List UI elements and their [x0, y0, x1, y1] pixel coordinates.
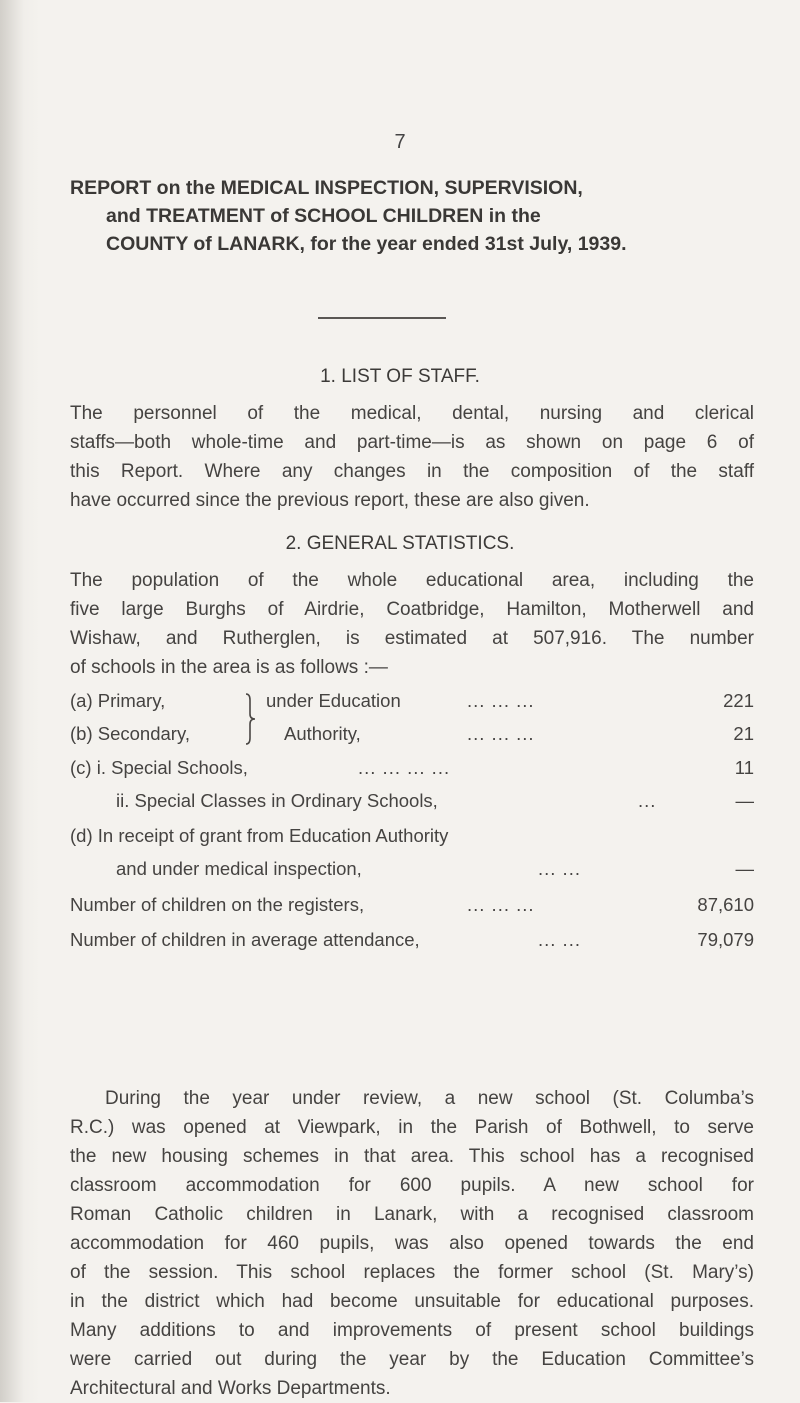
- children-registers-row: [70, 894, 754, 922]
- row-label: (c) i. Special Schools,: [70, 757, 248, 778]
- closing-paragraph-line: Roman Catholic children in Lanark, with a recognised classroom: [70, 1204, 754, 1225]
- leader-dots: ... ... ...: [467, 894, 535, 915]
- closing-paragraph-line: Many additions to and improvements of present school buildings: [70, 1320, 754, 1341]
- schools-row-secondary: [70, 723, 754, 751]
- leader-dots: ... ...: [538, 929, 581, 950]
- staff-paragraph-line: staffs—both whole-time and part-time—is as shown on page 6 of: [70, 432, 754, 453]
- closing-paragraph-line: classroom accommodation for 600 pupils. A new school for: [70, 1175, 754, 1196]
- row-label: Number of children on the registers,: [70, 894, 365, 915]
- staff-paragraph-line: The personnel of the medical, dental, nursing and clerical: [70, 403, 754, 424]
- row-label: Number of children in average attendance,: [70, 929, 420, 950]
- closing-paragraph-line: R.C.) was opened at Viewpark, in the Parish of Bothwell, to serve: [70, 1117, 754, 1138]
- row-label: ii. Special Classes in Ordinary Schools,: [116, 790, 438, 811]
- bracket-brace: [244, 692, 258, 746]
- row-value: 221: [723, 690, 754, 711]
- title-divider: [318, 317, 446, 319]
- closing-paragraph-line: were carried out during the year by the Education Committee’s: [70, 1349, 754, 1370]
- closing-paragraph-line: of the session. This school replaces the former school (St. Mary’s): [70, 1262, 754, 1283]
- statistics-paragraph: [70, 566, 754, 682]
- row-value: 21: [733, 723, 754, 744]
- report-title-line-2: and TREATMENT of SCHOOL CHILDREN in the: [106, 205, 541, 227]
- leader-dots: ... ... ...: [467, 723, 535, 744]
- schools-row-special-classes: [70, 790, 754, 818]
- row-value: —: [735, 858, 754, 879]
- closing-paragraph-line: in the district which had become unsuitable for educational purposes.: [70, 1291, 754, 1312]
- closing-paragraph-line: the new housing schemes in that area. This school has a recognised: [70, 1146, 754, 1167]
- report-title: [70, 174, 754, 258]
- leader-dots: ...: [638, 790, 657, 811]
- leader-dots: ... ... ...: [467, 690, 535, 711]
- closing-paragraph: [70, 1084, 754, 1403]
- staff-paragraph-line: this Report. Where any changes in the composition of the staff: [70, 461, 754, 482]
- report-title-line-1: REPORT on the MEDICAL INSPECTION, SUPERVISION,: [70, 177, 583, 199]
- row-label: (b) Secondary,: [70, 723, 190, 744]
- row-label-shared: Authority,: [284, 723, 361, 744]
- schools-row-grant-receipt-cont: [70, 858, 754, 886]
- statistics-paragraph-line: Wishaw, and Rutherglen, is estimated at 507,916. The number: [70, 628, 754, 649]
- report-title-line-3: COUNTY of LANARK, for the year ended 31st July, 1939.: [106, 233, 627, 255]
- children-attendance-row: [70, 929, 754, 957]
- statistics-paragraph-line: of schools in the area is as follows :—: [70, 657, 388, 678]
- closing-paragraph-line: Architectural and Works Departments.: [70, 1378, 391, 1399]
- schools-row-primary: [70, 690, 754, 718]
- row-label: (d) In receipt of grant from Education Authority: [70, 825, 449, 846]
- schools-row-grant-receipt: [70, 825, 754, 853]
- leader-dots: ... ... ... ...: [358, 757, 451, 778]
- leader-dots: ... ...: [538, 858, 581, 879]
- staff-paragraph: [70, 399, 754, 515]
- section-heading-staff: 1. LIST OF STAFF.: [320, 366, 480, 387]
- section-heading-statistics: 2. GENERAL STATISTICS.: [285, 533, 515, 554]
- schools-row-special-schools: [70, 757, 754, 785]
- page-number: 7: [394, 131, 406, 153]
- statistics-paragraph-line: The population of the whole educational area, including the: [70, 570, 754, 591]
- row-label: and under medical inspection,: [116, 858, 362, 879]
- row-label: (a) Primary,: [70, 690, 166, 711]
- closing-paragraph-line: accommodation for 460 pupils, was also opened towards the end: [70, 1233, 754, 1254]
- row-label-shared: under Education: [266, 690, 401, 711]
- closing-paragraph-line: During the year under review, a new school (St. Columba’s: [105, 1088, 754, 1109]
- row-value: 11: [734, 757, 754, 778]
- staff-paragraph-line: have occurred since the previous report, these are also given.: [70, 490, 590, 511]
- row-value: 87,610: [697, 894, 754, 915]
- row-value: —: [735, 790, 754, 811]
- statistics-paragraph-line: five large Burghs of Airdrie, Coatbridge, Hamilton, Motherwell and: [70, 599, 754, 620]
- row-value: 79,079: [697, 929, 754, 950]
